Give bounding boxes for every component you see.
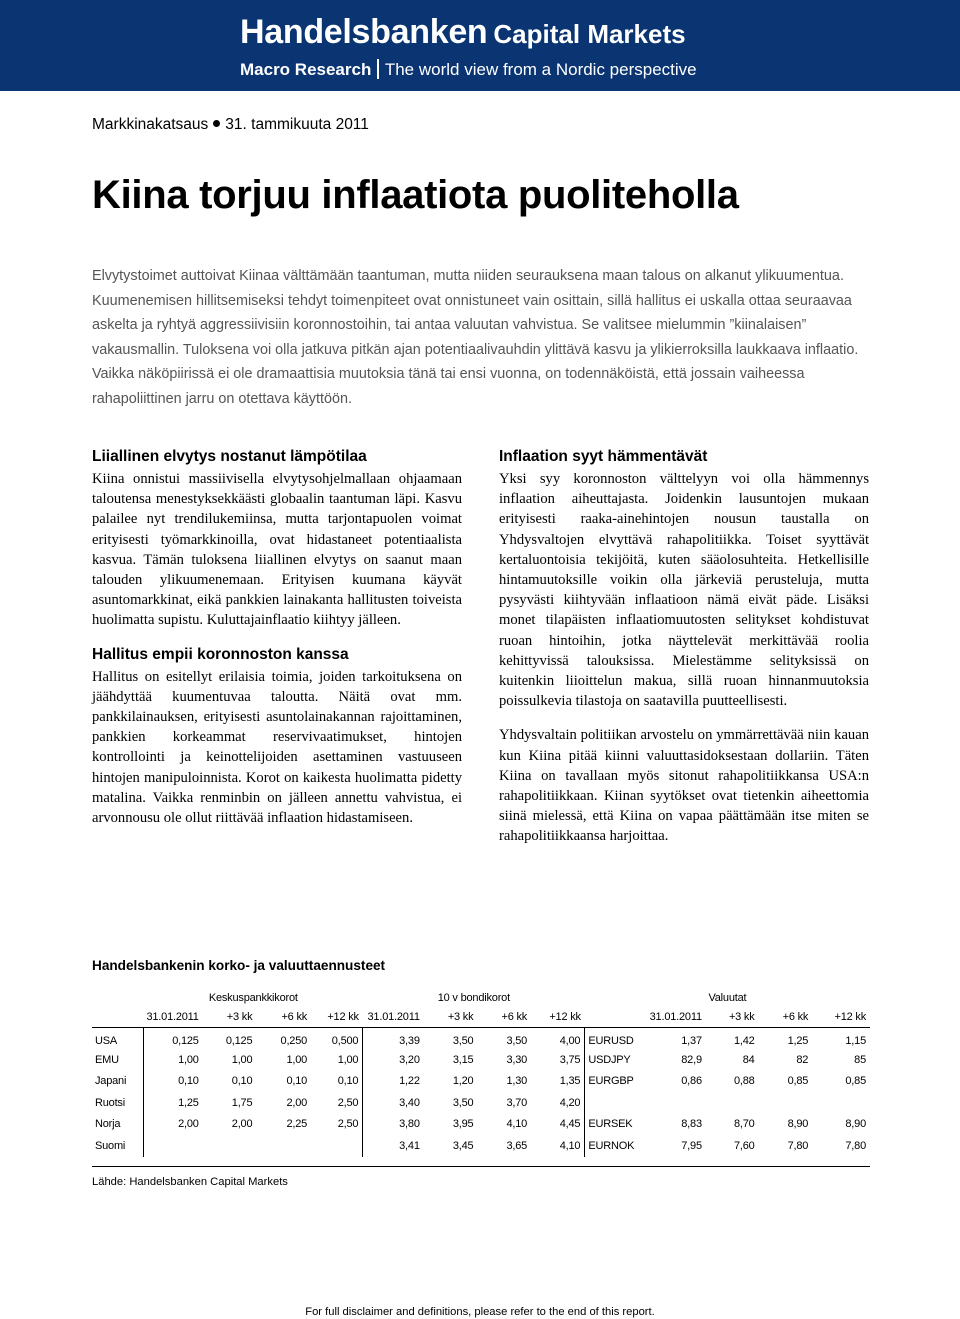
col-3m: +3 kk <box>226 1010 253 1023</box>
cell: 1,00 <box>286 1053 308 1066</box>
cell: 1,00 <box>231 1053 253 1066</box>
tagline-divider <box>377 59 379 79</box>
cell: 0,125 <box>225 1034 253 1047</box>
cell: 4,10 <box>506 1118 528 1131</box>
cell: 1,25 <box>787 1034 809 1047</box>
cell: 0,10 <box>144 1071 203 1093</box>
left-column <box>92 447 462 842</box>
table-source: Lähde: Handelsbanken Capital Markets <box>92 1176 288 1188</box>
cell: 3,45 <box>452 1139 474 1152</box>
cell: 8,83 <box>681 1118 702 1131</box>
col-date: 31.01.2011 <box>367 1010 420 1023</box>
cell <box>650 1092 706 1114</box>
bullet-separator <box>213 120 220 127</box>
cell: 8,90 <box>845 1118 866 1131</box>
cell: 3,95 <box>452 1118 474 1131</box>
cell: 7,80 <box>845 1139 866 1152</box>
cell: 3,40 <box>363 1092 424 1114</box>
research-unit: Macro Research <box>240 60 372 79</box>
col-12m: +12 kk <box>549 1010 581 1023</box>
row-country: EMU <box>95 1053 119 1066</box>
cell: 3,70 <box>506 1096 528 1109</box>
col-6m: +6 kk <box>782 1010 809 1023</box>
table-row <box>92 1092 870 1114</box>
currency-pair: EURNOK <box>585 1135 650 1157</box>
cell: 3,65 <box>506 1139 528 1152</box>
col-date: 31.01.2011 <box>649 1010 702 1023</box>
table-row <box>92 1071 870 1093</box>
cell: 4,45 <box>559 1118 581 1131</box>
group-header-row <box>92 990 870 1006</box>
group-policy-rates: Keskuspankkikorot <box>208 992 298 1004</box>
cell: 8,70 <box>733 1118 755 1131</box>
cell <box>311 1135 363 1157</box>
report-title: Kiina torjuu inflaatiota puoliteholla <box>92 173 739 217</box>
cell: 82 <box>796 1053 809 1066</box>
cell: 0,250 <box>280 1034 308 1047</box>
cell: 4,00 <box>559 1034 581 1047</box>
report-date: 31. tammikuuta 2011 <box>225 116 369 133</box>
group-currencies: Valuutat <box>708 992 747 1004</box>
table-title: Handelsbankenin korko- ja valuuttaennusteet <box>92 958 386 973</box>
report-series: Markkinakatsaus <box>92 116 209 133</box>
lead-paragraph: Elvytystoimet auttoivat Kiinaa välttämään taantuman, mutta niiden seurauksena maan talous on alkanut ylikuumentua. Kuumenemisen hillitsemiseksi tehdyt toimenpiteet ovat onnistuneet vain osittain, sillä hallitus ei uskalla ottaa seuraavaa askelta ja ryhtyä aggressiivisiin koronnostoihin, tai antaa valuutan vahvistua. Se valitsee mielummin ”kiinalaisen” vakausmallin. Tuloksena voi olla jatkuva pitkän ajan potentiaalivauhdin ylittävä kasvu ja ylikierroksilla laukkaava inflaatio. Vaikka näköpiirissä ei ole dramaattisia muutoksia tänä tai ensi vuonna, on todennäköistä, että jossain vaiheessa rahapoliittinen jarru on otettava käyttöön. <box>92 268 859 407</box>
currency-pair: EURUSD <box>585 1028 650 1050</box>
row-country: Norja <box>95 1118 121 1131</box>
cell: 1,00 <box>337 1053 359 1066</box>
cell: 3,41 <box>363 1135 424 1157</box>
cell: 1,22 <box>363 1071 424 1093</box>
cell: 2,25 <box>286 1118 308 1131</box>
cell: 3,15 <box>452 1053 474 1066</box>
cell: 84 <box>742 1053 755 1066</box>
cell: 2,00 <box>231 1118 253 1131</box>
cell: 1,75 <box>231 1096 253 1109</box>
cell: 1,42 <box>733 1034 755 1047</box>
col-6m: +6 kk <box>281 1010 308 1023</box>
section-heading: Liiallinen elvytys nostanut lämpötilaa <box>92 448 367 465</box>
cell: 3,75 <box>559 1053 581 1066</box>
row-country: Ruotsi <box>95 1096 125 1109</box>
cell: 1,30 <box>506 1075 528 1088</box>
brand-suffix: Capital Markets <box>493 19 686 49</box>
cell: 0,85 <box>845 1075 866 1088</box>
cell: 1,35 <box>559 1075 581 1088</box>
section-text: Yksi syy koronnoston välttelyyn voi olla hämmennys inflaation aiheuttajasta. Joidenkin lausuntojen mukaan erityisesti raaka-ainehintojen nousun taustalla on Yhdysvaltojen elvyttävä rahapolitiikka. Toiset syyttävät kertaluontoisia tekijöitä, kuten sääolosuhteita. Hetkellisille hintamuutoksille voikin olla järkeviä perusteluja, mutta pysyvästi kiihtyvään inflaatioon nämä eivät päde. Lisäksi monet tilapäisten inflaatiomuutosten selitykset kohdistuvat ruoan hintoihin, jotka näyttelevät merkittävää roolia kehittyvissä talouksissa. Mielestämme selityksissä on kuitenkin liioittelun makua, sillä ruoan hinnanmuutoksia poissulkevia tilastoja on saatavilla puutteellisesti. <box>499 471 869 710</box>
cell: 3,39 <box>363 1028 424 1050</box>
cell: 0,85 <box>787 1075 809 1088</box>
cell: 2,00 <box>144 1114 203 1136</box>
cell: 0,500 <box>331 1034 359 1047</box>
cell: 0,125 <box>144 1028 203 1050</box>
section-text: Yhdysvaltain politiikan arvostelu on ymmärrettävää niin kauan kun Kiina pitää kiinni valuuttasidoksestaan dollariin. Täten Kiina on tavallaan myös sitonut rahapolitiikkansa USA:n rahapolitiikkaan. Kiinan syytökset ovat tietenkin aiheettomia siinä mielessä, että Kiina on vapaa päättämään itse miten se rahapolitiikkaansa harjoittaa. <box>499 727 869 845</box>
currency-pair <box>585 1092 650 1114</box>
row-country: USA <box>95 1034 118 1047</box>
cell: 3,50 <box>452 1034 474 1047</box>
cell: 1,00 <box>144 1049 203 1071</box>
row-country: Suomi <box>95 1139 126 1152</box>
column-header-row <box>92 1006 870 1028</box>
cell: 4,20 <box>559 1096 581 1109</box>
cell <box>144 1135 203 1157</box>
col-date: 31.01.2011 <box>146 1010 199 1023</box>
section-heading: Inflaation syyt hämmentävät <box>499 448 708 465</box>
cell: 3,80 <box>363 1114 424 1136</box>
cell <box>812 1092 870 1114</box>
cell: 0,10 <box>231 1075 253 1088</box>
col-12m: +12 kk <box>834 1010 866 1023</box>
row-country: Japani <box>95 1075 127 1088</box>
table-row <box>92 1114 870 1136</box>
cell: 3,20 <box>363 1049 424 1071</box>
cell: 3,30 <box>506 1053 528 1066</box>
col-12m: +12 kk <box>327 1010 359 1023</box>
cell: 3,50 <box>506 1034 528 1047</box>
cell: 82,9 <box>681 1053 702 1066</box>
table-row <box>92 1135 870 1157</box>
forecast-table <box>92 990 870 1157</box>
cell: 0,86 <box>681 1075 702 1088</box>
cell: 8,90 <box>787 1118 809 1131</box>
col-3m: +3 kk <box>728 1010 755 1023</box>
cell <box>203 1135 257 1157</box>
cell: 1,15 <box>845 1034 866 1047</box>
cell: 7,60 <box>733 1139 755 1152</box>
cell: 0,88 <box>733 1075 755 1088</box>
tagline: The world view from a Nordic perspective <box>384 60 697 79</box>
cell: 1,20 <box>452 1075 474 1088</box>
cell: 85 <box>854 1053 866 1066</box>
cell: 1,37 <box>681 1034 702 1047</box>
cell: 7,80 <box>787 1139 809 1152</box>
table-row <box>92 1028 870 1050</box>
cell: 1,25 <box>144 1092 203 1114</box>
section-text: Hallitus on esitellyt erilaisia toimia, joiden tarkoituksena on jäähdyttää kuumentuvaa taloutta. Näitä ovat mm. pankkilainauksen, erityisesti asuntolainakannan rajoittaminen, pankkien korkeammat reservivaatimukset, hintojen kontrollointi ja keinottelijoiden asettaminen vastuuseen hintojen manipuloinnista. Korot on kaikesta huolimatta pidetty matalina. Vaikka renminbin on jälleen annettu vahvistua, ei arvonnousu ole ollut riittävää inflaation hidastamiseen. <box>92 668 462 827</box>
brand-logo <box>240 13 686 52</box>
cell: 2,00 <box>286 1096 308 1109</box>
cell <box>256 1135 311 1157</box>
currency-pair: USDJPY <box>585 1049 650 1071</box>
cell <box>759 1092 813 1114</box>
cell: 2,50 <box>337 1096 359 1109</box>
section-heading: Hallitus empii koronnoston kanssa <box>92 645 349 663</box>
cell: 4,10 <box>559 1139 581 1152</box>
section-text: Kiina onnistui massiivisella elvytysohjelmallaan ohjaamaan taloutensa menestyksekkäästi globaalin taantuman läpi. Kasvu palailee nyt trendilukemiinsa, mutta tarjontapuolen voimat erityisesti työmarkkinoilla, ovat hidastaneet potentiaalista kasvua. Tämän tuloksena liiallinen elvytys on saanut maan talouden ylikuumenemaan. Erityisen kuumana käyvät asuntomarkkinat, eikä pankkien lainakanta hallitusten toiveista huolimatta supistu. Kuluttajainflaatio kiihtyy jälleen. <box>92 471 462 629</box>
cell: 0,10 <box>337 1075 359 1088</box>
brand-name: Handelsbanken <box>240 13 488 51</box>
cell: 3,50 <box>452 1096 474 1109</box>
dateline <box>92 116 369 134</box>
cell: 0,10 <box>286 1075 308 1088</box>
col-6m: +6 kk <box>501 1010 528 1023</box>
currency-pair: EURGBP <box>585 1071 650 1093</box>
header-banner <box>0 0 960 91</box>
col-3m: +3 kk <box>447 1010 474 1023</box>
group-bond-yields: 10 v bondikorot <box>437 992 510 1004</box>
cell <box>706 1092 759 1114</box>
currency-pair: EURSEK <box>585 1114 650 1136</box>
table-bottom-rule <box>92 1166 870 1167</box>
cell: 7,95 <box>681 1139 702 1152</box>
right-column <box>499 447 869 861</box>
table-row <box>92 1049 870 1071</box>
cell: 2,50 <box>337 1118 359 1131</box>
footer-disclaimer: For full disclaimer and definitions, please refer to the end of this report. <box>305 1306 655 1318</box>
brand-tagline-line <box>240 59 697 80</box>
